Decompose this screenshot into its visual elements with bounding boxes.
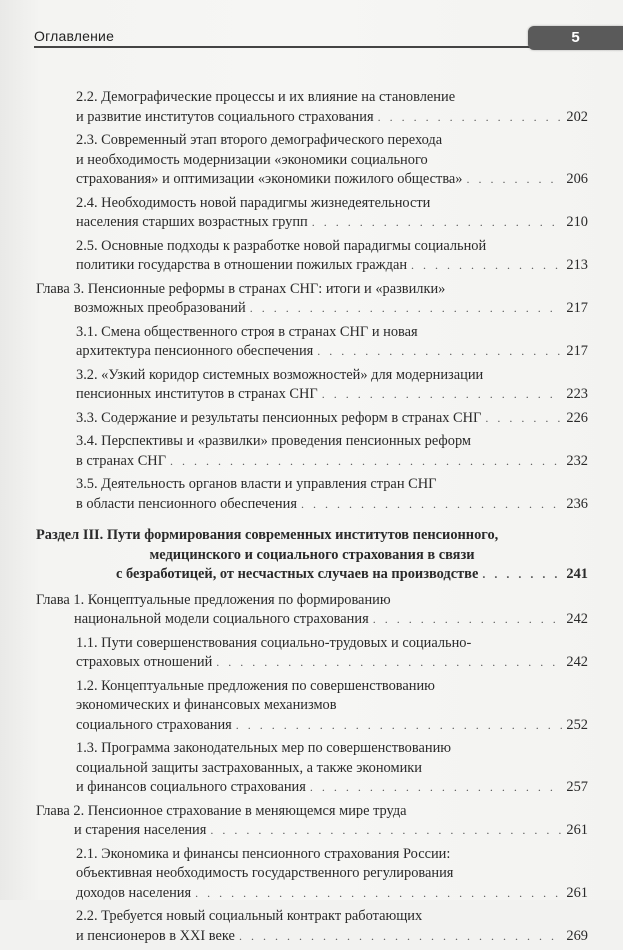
toc-entry-text: 1.3. Программа законодательных мер по совершенствованию: [76, 740, 452, 756]
toc-subsection-entry: [36, 634, 588, 673]
toc-entry-text: Глава 2. Пенсионное страхование в меняющемся мире труда: [36, 802, 407, 819]
toc-page-number: 217: [566, 343, 588, 359]
toc-page-number: 210: [566, 214, 588, 230]
toc-page-number: 257: [566, 779, 588, 795]
dot-leader: [210, 821, 562, 841]
toc-entry-text: 2.4. Необходимость новой парадигмы жизнедеятельности: [76, 194, 431, 211]
toc-entry-text: медицинского и социального страхования в связи: [149, 546, 475, 563]
toc-subsection-entry: [36, 366, 588, 405]
toc-entry-text: 1.1. Пути совершенствования социально-трудовых и социально-: [76, 634, 472, 651]
toc-subsection-entry: [36, 194, 588, 233]
toc-entry-text: и старения населения: [74, 822, 207, 838]
toc-chapter-entry: [36, 802, 588, 841]
toc-subsection-entry: [36, 409, 588, 429]
dot-leader: [250, 299, 563, 319]
toc-page-number: 206: [566, 171, 588, 187]
toc-entry-text: архитектура пенсионного обеспечения: [76, 343, 314, 359]
toc-entry-text: в странах СНГ: [76, 452, 167, 469]
toc-entry-text: Глава 1. Концептуальные предложения по формированию: [36, 591, 391, 608]
toc-subsection-entry: [36, 845, 588, 904]
dot-leader: [411, 256, 562, 276]
toc-entry-text: населения старших возрастных групп: [76, 214, 308, 230]
dot-leader: [195, 884, 562, 904]
table-of-contents: [36, 88, 588, 950]
toc-entry-text: страхования» и оптимизации «экономики пожилого общества»: [76, 171, 463, 187]
toc-page-number: 252: [566, 716, 588, 733]
toc-page-number: 261: [566, 884, 588, 901]
toc-entry-text: социального страхования: [76, 716, 232, 733]
toc-entry-text: и необходимость модернизации «экономики социального: [76, 151, 428, 168]
toc-entry-text: 1.2. Концептуальные предложения по совершенствованию: [76, 677, 435, 694]
page-number-badge: 5: [528, 26, 623, 50]
toc-entry-text: 3.5. Деятельность органов власти и управления стран СНГ: [76, 476, 437, 492]
toc-entry-text: 2.2. Демографические процессы и их влияние на становление: [76, 89, 456, 105]
toc-subsection-entry: [36, 432, 588, 471]
toc-entry-text: 3.4. Перспективы и «развилки» проведения пенсионных реформ: [76, 433, 472, 449]
running-header: [10, 26, 623, 56]
toc-subsection-entry: [36, 88, 588, 127]
toc-entry-text: пенсионных институтов в странах СНГ: [76, 386, 318, 402]
toc-page-number: 213: [566, 257, 588, 273]
toc-entry-text: объективная необходимость государственного регулирования: [76, 865, 454, 881]
dot-leader: [378, 108, 563, 128]
toc-entry-text: страховых отношений: [76, 654, 213, 670]
dot-leader: [322, 385, 563, 405]
dot-leader: [312, 213, 563, 233]
toc-entry-text: 2.2. Требуется новый социальный контракт работающих: [76, 908, 423, 924]
toc-page-number: 217: [566, 300, 588, 316]
toc-entry-text: национальной модели социального страхования: [74, 611, 369, 627]
dot-leader: [239, 927, 562, 947]
toc-entry-text: 2.5. Основные подходы к разработке новой парадигмы социальной: [76, 237, 487, 254]
dot-leader: [301, 495, 562, 515]
toc-subsection-entry: [36, 323, 588, 362]
toc-entry-text: 3.2. «Узкий коридор системных возможностей» для модернизации: [76, 366, 484, 383]
toc-page-number: 269: [566, 927, 588, 944]
toc-subsection-entry: [36, 907, 588, 946]
toc-page-number: 236: [566, 495, 588, 512]
dot-leader: [170, 452, 562, 472]
toc-page-number: 242: [566, 654, 588, 670]
toc-subsection-entry: [36, 131, 588, 190]
dot-leader: [373, 610, 563, 630]
toc-entry-text: 2.3. Современный этап второго демографического перехода: [76, 132, 443, 148]
toc-entry-text: и пенсионеров в XXI веке: [76, 927, 235, 944]
dot-leader: [467, 170, 563, 190]
toc-entry-text: 3.3. Содержание и результаты пенсионных реформ в странах СНГ: [76, 409, 482, 426]
toc-page-number: 242: [566, 611, 588, 627]
toc-page-number: 241: [566, 566, 588, 582]
toc-page-number: 226: [566, 409, 588, 426]
toc-entry-text: социальной защиты застрахованных, а также экономики: [76, 759, 422, 776]
toc-entry-text: и развитие институтов социального страхования: [76, 108, 374, 125]
dot-leader: [216, 653, 562, 673]
dot-leader: [236, 716, 563, 736]
toc-page-number: 261: [566, 822, 588, 838]
toc-chapter-entry: [36, 280, 588, 319]
toc-subsection-entry: [36, 237, 588, 276]
toc-subsection-entry: [36, 739, 588, 798]
toc-entry-text: в области пенсионного обеспечения: [76, 495, 297, 512]
toc-page-number: 202: [566, 108, 588, 125]
toc-entry-text: и финансов социального страхования: [76, 779, 306, 795]
toc-page-number: 223: [566, 386, 588, 402]
toc-chapter-entry: [36, 591, 588, 630]
toc-section-heading: [36, 526, 588, 585]
toc-entry-text: Раздел III. Пути формирования современных институтов пенсионного,: [36, 527, 499, 543]
dot-leader: [482, 565, 562, 585]
toc-entry-text: Глава 3. Пенсионные реформы в странах СНГ: итоги и «развилки»: [36, 280, 446, 297]
toc-entry-text: 3.1. Смена общественного строя в странах СНГ и новая: [76, 323, 418, 340]
toc-entry-text: возможных преобразований: [74, 300, 246, 316]
toc-subsection-entry: [36, 677, 588, 736]
dot-leader: [317, 342, 562, 362]
toc-entry-text: экономических и финансовых механизмов: [76, 697, 337, 713]
toc-entry-text: доходов населения: [76, 884, 192, 901]
toc-entry-text: с безработицей, от несчастных случаев на производстве: [116, 566, 479, 582]
dot-leader: [310, 778, 563, 798]
toc-page-number: 232: [566, 452, 588, 469]
dot-leader: [485, 409, 562, 429]
toc-entry-text: 2.1. Экономика и финансы пенсионного страхования России:: [76, 845, 451, 862]
toc-subsection-entry: [36, 475, 588, 514]
header-title: Оглавление: [34, 28, 115, 44]
toc-entry-text: политики государства в отношении пожилых граждан: [76, 257, 408, 273]
